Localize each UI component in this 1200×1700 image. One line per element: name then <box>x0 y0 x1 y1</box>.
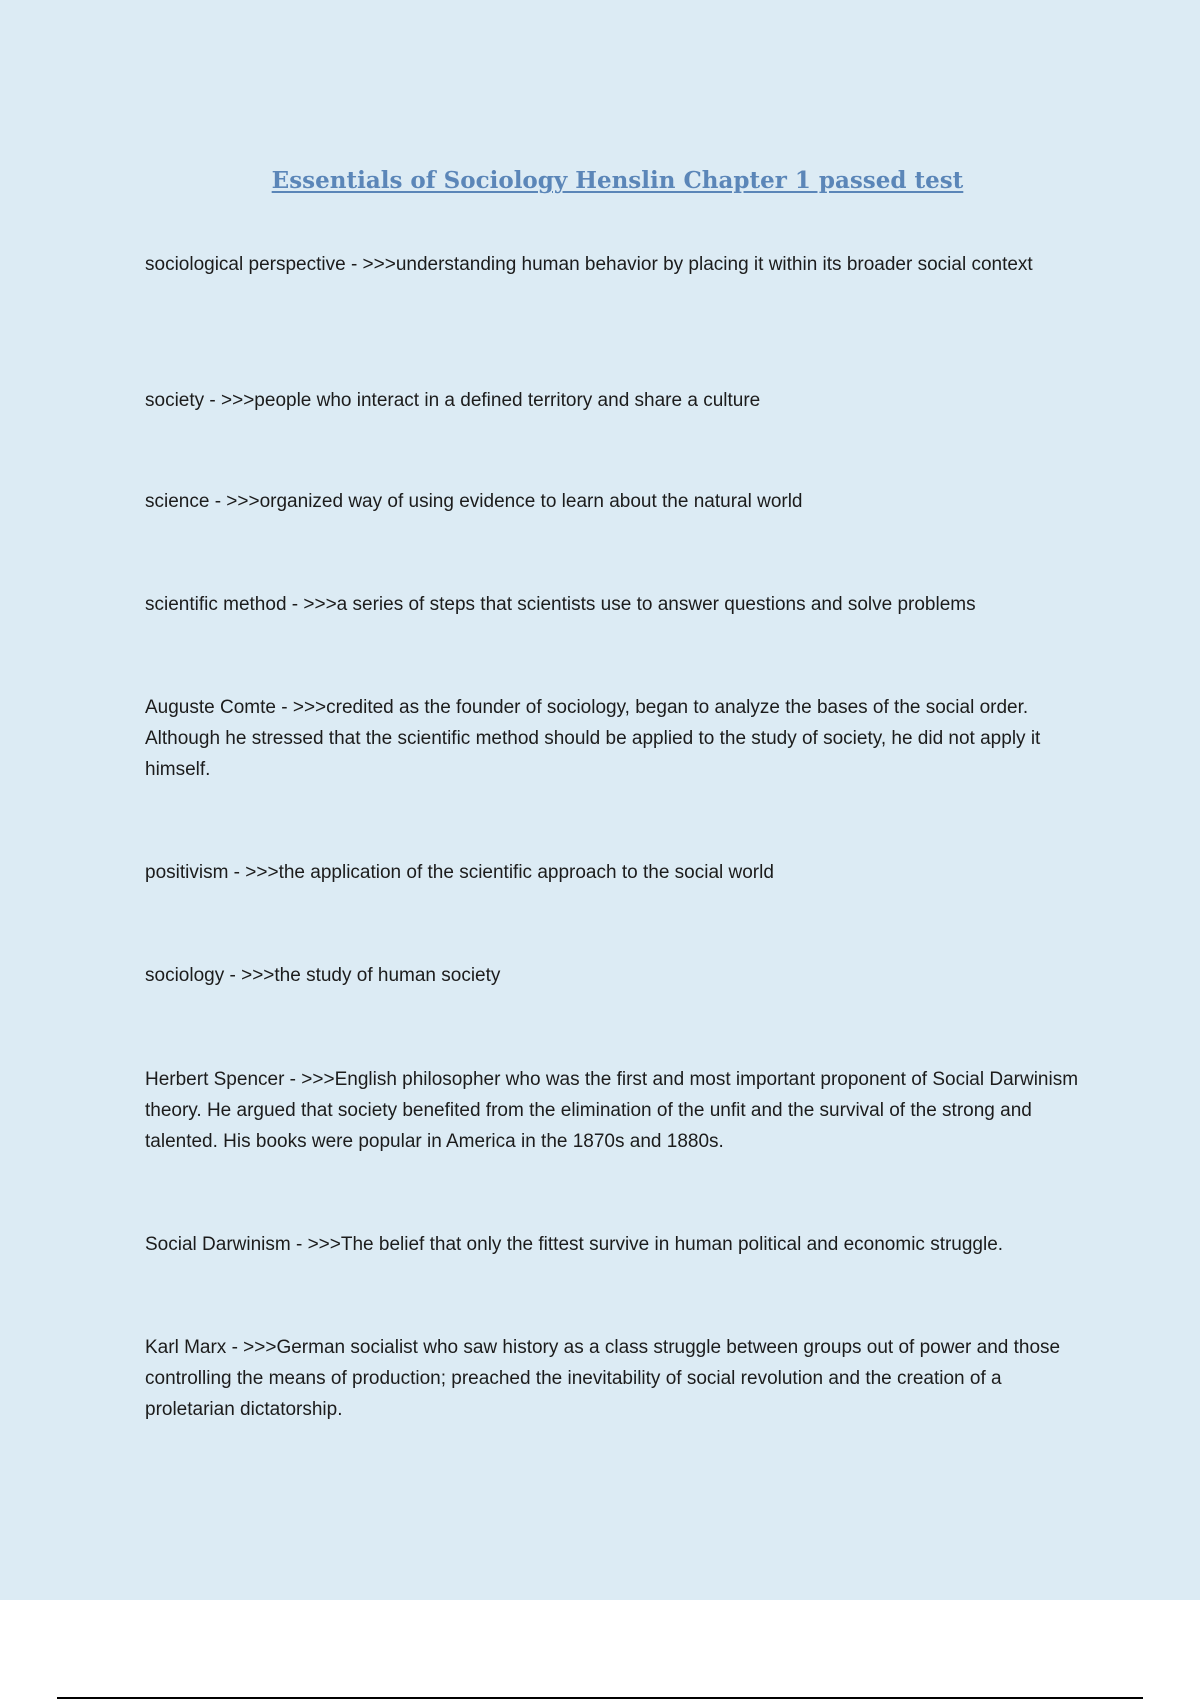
entry-positivism: positivism - >>>the application of the scientific approach to the social world <box>145 862 774 883</box>
entry-sociology: sociology - >>>the study of human society <box>145 965 501 986</box>
entry-herbert-spencer: Herbert Spencer - >>>English philosopher who was the first and most important proponent of Social Darwinism theory. He argued that society benefited from the elimination of the unfit and the survival of the strong and talented. His books were popular in America in the 1870s and 1880s. <box>145 1069 1079 1152</box>
entry-karl-marx: Karl Marx - >>>German socialist who saw history as a class struggle between groups out of power and those controlling the means of production; preached the inevitability of social revolution and the creation of a proletarian dictatorship. <box>145 1337 1061 1420</box>
footer-divider <box>57 1697 1143 1699</box>
document-title: Essentials of Sociology Henslin Chapter 1 passed test <box>271 167 964 194</box>
entry-sociological-perspective: sociological perspective - >>>understanding human behavior by placing it within its broader social context <box>145 254 1033 275</box>
entry-social-darwinism: Social Darwinism - >>>The belief that only the fittest survive in human political and economic struggle. <box>145 1234 1004 1255</box>
entry-science: science - >>>organized way of using evidence to learn about the natural world <box>145 491 803 512</box>
entry-society: society - >>>people who interact in a defined territory and share a culture <box>145 390 761 411</box>
entry-auguste-comte: Auguste Comte - >>>credited as the founder of sociology, began to analyze the bases of the social order. Although he stressed that the scientific method should be applied to the study of society, he did not apply it himself. <box>145 697 1041 780</box>
entry-scientific-method: scientific method - >>>a series of steps that scientists use to answer questions and solve problems <box>145 594 976 615</box>
